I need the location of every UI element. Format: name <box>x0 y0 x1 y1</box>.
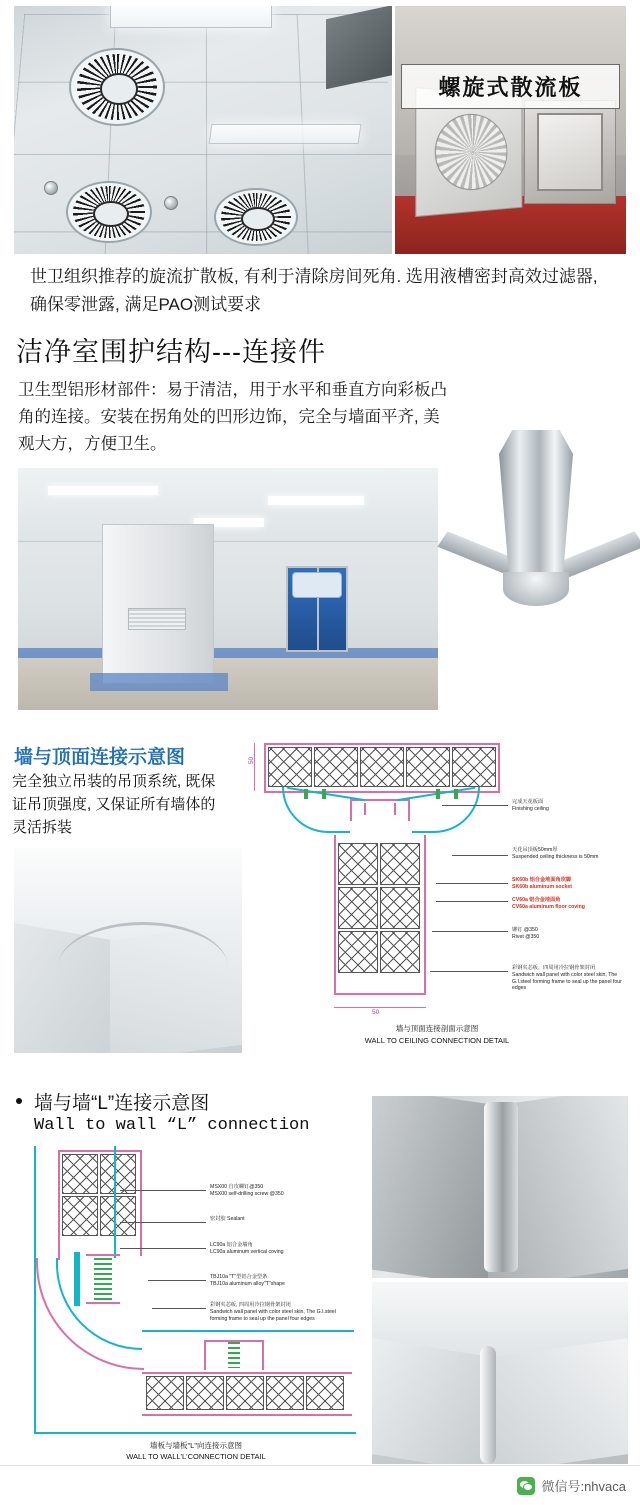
panel-hatch <box>338 931 378 973</box>
wall-corner-aluminum-photo <box>372 1096 628 1278</box>
callout-sandwich-panel: 彩钢夹芯板, 四周用冷拉钢骨架封闭 <box>210 1302 291 1308</box>
room-floor <box>18 652 438 710</box>
cleanroom-interior-photo <box>18 468 438 710</box>
profile-outline <box>408 799 410 821</box>
t-profile-outline <box>262 1340 264 1370</box>
panel-hatch <box>380 931 420 973</box>
callout-cv60a-en: CV60a aluminum floor coving <box>512 904 585 910</box>
sprinkler-icon <box>164 196 178 210</box>
callout-cv60a: CV60a 铝合金地面角 <box>512 897 561 903</box>
panel-hatch <box>314 747 358 787</box>
wall-panel-left <box>372 1338 497 1464</box>
cyan-guide <box>114 1146 116 1258</box>
callout-tbj10a-en: TBJ10a aluminum alloy"T"shape <box>210 1281 285 1287</box>
diffuser-box-unit <box>524 100 616 204</box>
callout-rivet-en: Rivet @350 <box>512 934 540 940</box>
rivet-mark <box>322 789 326 799</box>
leader-line <box>152 1308 206 1309</box>
floor-skirting <box>18 648 438 658</box>
wall-outline <box>424 835 426 995</box>
door-window <box>292 572 342 598</box>
swirl-diffuser-icon <box>69 48 165 126</box>
callout-rivet: 铆钉 @350 <box>512 927 538 933</box>
coving-arc-left <box>282 787 350 833</box>
panel-hatch <box>100 1154 136 1194</box>
leader-line <box>430 971 508 972</box>
wechat-label: 微信号:nhvaca <box>541 1479 626 1494</box>
wall-panel-right <box>488 1338 628 1464</box>
callout-screw: MSX00 自攻螺钉@350 <box>210 1184 264 1190</box>
screw-plate <box>86 1302 120 1304</box>
callout-sealant: 密封胶 Sealant <box>210 1216 245 1222</box>
right-photo-column <box>395 6 626 254</box>
bullet-marker <box>16 1098 22 1104</box>
rivet-mark <box>304 789 308 799</box>
screw-plate <box>86 1254 120 1256</box>
cleanroom-ceiling-photo <box>14 6 392 254</box>
callout-tbj10a: TBJ10a "T"型铝合金型条 <box>210 1274 268 1280</box>
callout-sandwich-panel-en: Sandwich wall panel with color steel skin, The G.I.steel forming frame to seal up the panel four edges <box>512 972 622 992</box>
screw-detail <box>94 1258 112 1300</box>
ceiling-light-strip <box>48 486 158 495</box>
panel-hatch <box>226 1376 264 1410</box>
swirl-diffuser-icon <box>214 188 298 246</box>
wall-outline <box>142 1372 352 1374</box>
panel-hatch <box>62 1154 98 1194</box>
leader-line <box>120 1222 206 1223</box>
wall-column <box>102 524 214 684</box>
callout-ceiling-thickness-en: Suspended ceiling thickness is 50mm <box>512 854 599 860</box>
ceiling-outline <box>264 743 500 745</box>
callout-sk60b-en: SK60b aluminum socket <box>512 884 572 890</box>
banner-title: 螺旋式散流板 <box>401 64 620 109</box>
leader-line <box>442 805 508 806</box>
wall-to-wall-drawing <box>28 1140 364 1465</box>
leader-line <box>452 855 508 856</box>
panel-hatch <box>380 887 420 929</box>
panel-hatch <box>62 1196 98 1236</box>
wall-outline <box>140 1150 142 1256</box>
ceiling-outline <box>498 743 500 791</box>
wall-wall-section-subtitle: Wall to wall “L” connection <box>34 1116 310 1135</box>
profile-outline <box>394 803 396 815</box>
wall-ceiling-section-text: 完全独立吊装的吊顶系统, 既保证吊顶强度, 又保证所有墙体的灵活拆装 <box>12 773 216 836</box>
dimension-value-vertical: 50 <box>248 756 256 765</box>
callout-ceiling-thickness: 天花吊顶板50mm厚 <box>512 847 558 853</box>
wechat-icon <box>517 1477 535 1495</box>
panel-hatch <box>146 1376 184 1410</box>
panel-hatch <box>100 1196 136 1236</box>
leader-line <box>432 931 508 932</box>
aluminum-corner-profile <box>484 1102 518 1272</box>
drawing-caption-en: WALL TO CEILING CONNECTION DETAIL <box>364 1036 510 1045</box>
rivet-mark <box>436 789 440 799</box>
sealant-mark <box>74 1252 80 1306</box>
profile-outline <box>350 799 352 821</box>
panel-hatch <box>380 843 420 885</box>
callout-lc90a: LC90a 铝合金墙角 <box>210 1242 253 1248</box>
ceiling-light-panel <box>110 6 272 28</box>
panel-hatch <box>406 747 450 787</box>
t-profile-outline <box>204 1340 206 1370</box>
panel-hatch <box>452 747 496 787</box>
wall-corner-room-photo <box>372 1282 628 1464</box>
top-photo-band <box>14 6 626 254</box>
wall-return-vent <box>128 608 186 630</box>
leader-line <box>148 1280 206 1281</box>
ceiling-outline <box>264 743 266 791</box>
swirl-diffuser-photo <box>395 6 626 254</box>
callout-sandwich-panel: 彩钢夹芯板，四周用冷拉钢骨架封闭 <box>512 965 596 971</box>
panel-hatch <box>338 843 378 885</box>
intro-paragraph: 世卫组织推荐的旋流扩散板, 有利于清除房间死角. 选用液槽密封高效过滤器, 确保零泄露, 满足PAO测试要求 <box>30 267 598 314</box>
panel-hatch <box>338 887 378 929</box>
cyan-guide <box>34 1432 356 1434</box>
callout-finishing-ceiling: 完成天花板面 <box>512 799 544 805</box>
drawing-caption-cn: 墙板与墙板"L"向连接示意图 <box>150 1441 242 1450</box>
wall-outline <box>334 835 336 995</box>
ceiling-duct <box>326 6 392 89</box>
wall-outline <box>58 1150 60 1260</box>
connector-description: 卫生型铝形材部件：易于清洁，用于水平和垂直方向彩板凸角的连接。安装在拐角处的凹形边饰，完全与墙面平齐, 美观大方，方便卫生。 <box>18 381 447 453</box>
callout-screw-en: MSX00 self-drilling screw @350 <box>210 1191 284 1197</box>
drawing-caption-en: WALL TO WALL'L'CONNECTION DETAIL <box>126 1452 266 1461</box>
column-base <box>90 673 228 691</box>
ceiling-light-panel <box>209 124 362 144</box>
coving-arc-right <box>412 787 480 833</box>
connector-foot <box>503 572 569 606</box>
rivet-mark <box>454 789 458 799</box>
dimension-line-horizontal <box>334 1007 426 1008</box>
callout-sk60b: SK60b 铝合金地面角坎脚 <box>512 877 572 883</box>
wall-outline <box>58 1150 142 1152</box>
drawing-caption-cn: 墙与顶面连接剖面示意图 <box>395 1024 479 1033</box>
footer-bar <box>0 1465 640 1505</box>
room-ceiling <box>18 468 438 542</box>
panel-hatch <box>268 747 312 787</box>
wall-to-ceiling-drawing <box>246 735 628 1055</box>
callout-sandwich-panel-en: Sandwich wall panel with color steel skin, The G.I.steel forming frame to seal up the panel four edges <box>210 1309 336 1322</box>
wall-outline <box>142 1414 352 1416</box>
wall-wall-section-title: 墙与墙“L”连接示意图 <box>34 1093 210 1114</box>
wechat-badge[interactable] <box>517 1476 626 1495</box>
dimension-line-vertical <box>254 743 255 791</box>
panel-hatch <box>186 1376 224 1410</box>
panel-hatch <box>266 1376 304 1410</box>
sprinkler-icon <box>44 181 58 195</box>
panel-hatch <box>306 1376 344 1410</box>
dimension-value-horizontal: 50 <box>372 1009 380 1016</box>
wall-ceiling-section-title: 墙与顶面连接示意图 <box>14 747 186 768</box>
aluminum-connector-3d-render <box>455 430 627 622</box>
leader-line <box>120 1190 206 1191</box>
ceiling-light-strip <box>268 496 364 505</box>
callout-lc90a-en: LC90a aluminum vertical coving <box>210 1249 284 1255</box>
profile-outline <box>364 803 366 815</box>
page-title: 洁净室围护结构---连接件 <box>16 337 326 367</box>
wall-panel-left <box>372 1096 502 1278</box>
ceiling-corner-photo <box>14 848 242 1053</box>
swirl-diffuser-icon <box>66 181 152 243</box>
cyan-guide <box>142 1330 354 1332</box>
callout-finishing-ceiling-en: Finishing ceiling <box>512 806 549 812</box>
panel-hatch <box>360 747 404 787</box>
leader-line <box>436 901 508 902</box>
screw-detail <box>228 1342 240 1368</box>
wall-outline <box>334 993 426 995</box>
aluminum-corner-profile <box>480 1346 496 1464</box>
leader-line <box>436 883 508 884</box>
cyan-guide <box>34 1146 36 1434</box>
connector-body <box>499 430 573 580</box>
leader-line <box>120 1248 206 1249</box>
